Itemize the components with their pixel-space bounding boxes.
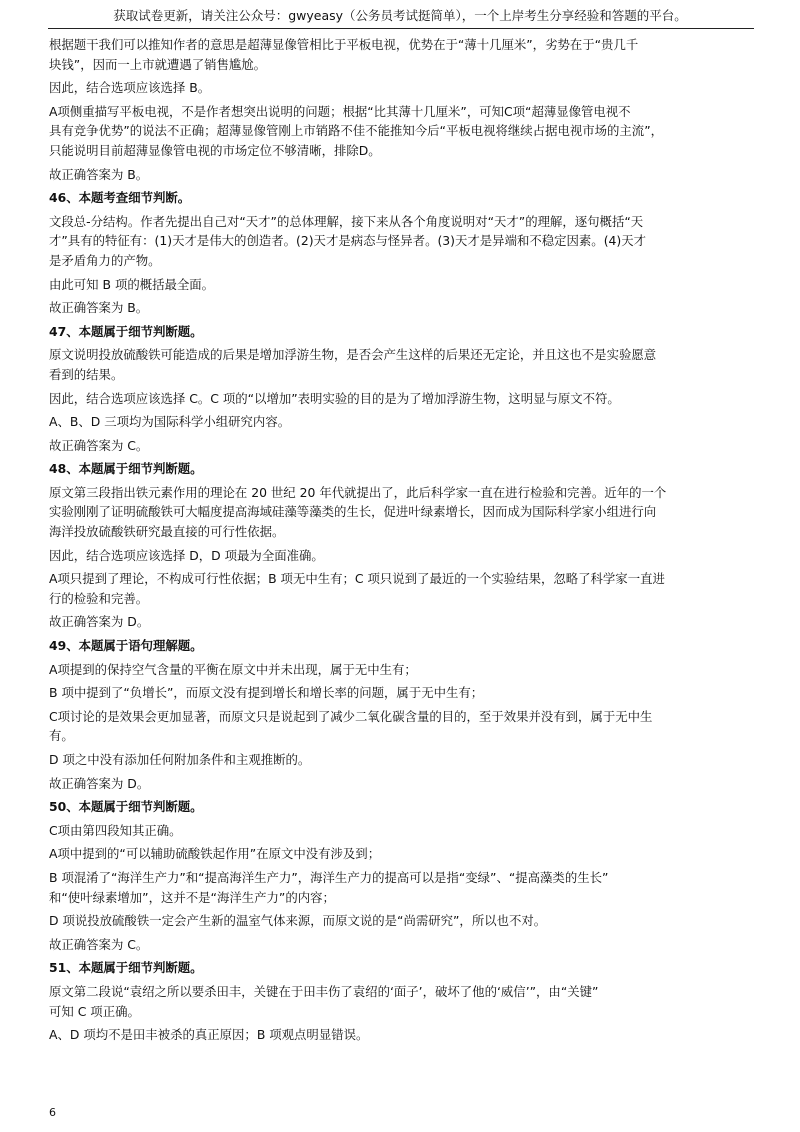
page-header: 获取试卷更新，请关注公众号：gwyeasy（公务员考试挺简单），一个上岸考生分享经验和答题的平台。 <box>113 8 687 23</box>
paragraph: 原文说明投放硫酸铁可能造成的后果是增加浮游生物，是否会产生这样的后果还无定论，并且这也不是实验愿意 看到的结果。 <box>49 347 657 382</box>
paragraph: A项中提到的“可以辅助硫酸铁起作用”在原文中没有涉及到； <box>49 846 381 862</box>
paragraph: A、D 项均不是田丰被杀的真正原因；B 项观点明显错误。 <box>49 1027 369 1043</box>
paragraph: A项侧重描写平板电视，不是作者想突出说明的问题；根据“比其薄十几厘米”，可知C项“超薄显像管电视不 具有竞争优势”的说法不正确；超薄显像管刚上市销路不佳不能推知今后“平板电视将继续占据电视市场的主流”， 只能说明目前超薄显像管电视的市场定位不够清晰，排除D。 <box>49 103 664 158</box>
paragraph: 因此，结合选项应该选择 D，D 项最为全面准确。 <box>49 547 324 563</box>
paragraph: 根据题干我们可以推知作者的意思是超薄显像管相比于平板电视，优势在于“薄十几厘米”，劣势在于“贵几千 块钱”，因而一上市就遭遇了销售尴尬。 <box>49 37 639 72</box>
paragraph: B 项混淆了“海洋生产力”和“提高海洋生产力”，海洋生产力的提高可以是指“变绿”、“提高藻类的生长” 和“使叶绿素增加”，这并不是“海洋生产力”的内容； <box>49 869 609 905</box>
question-heading: 48、本题属于细节判断题。 <box>49 461 203 477</box>
paragraph: D 项说投放硫酸铁一定会产生新的温室气体来源，而原文说的是“尚需研究”，所以也不对。 <box>49 913 547 929</box>
paragraph: 因此，结合选项应该选择 C。C 项的“以增加”表明实验的目的是为了增加浮游生物，这明显与原文不符。 <box>49 390 620 406</box>
paragraph: B 项中提到了“负增长”，而原文没有提到增长和增长率的问题，属于无中生有； <box>49 685 484 701</box>
paragraph: 原文第三段指出铁元素作用的理论在 20 世纪 20 年代就提出了，此后科学家一直在进行检验和完善。近年的一个 实验刚刚了证明硫酸铁可大幅度提高海域硅藻等藻类的生长，促进叶绿素增长，因而成为国际科学家小组进行向 海洋投放硫酸铁研究最直接的可行性依据。 <box>49 484 667 540</box>
page-number: 6 <box>49 1106 56 1119</box>
paragraph: C项讨论的是效果会更加显著，而原文只是说起到了减少二氧化碳含量的目的，至于效果并没有到，属于无中生 有。 <box>49 708 653 744</box>
paragraph: 故正确答案为 C。 <box>49 437 149 453</box>
paragraph: A项提到的保持空气含量的平衡在原文中并未出现，属于无中生有； <box>49 661 417 677</box>
paragraph: 故正确答案为 D。 <box>49 775 150 791</box>
paragraph: 因此，结合选项应该选择 B。 <box>49 80 211 96</box>
paragraph: 文段总-分结构。作者先提出自己对“天才”的总体理解，接下来从各个角度说明对“天才”的理解，逐句概括“天 才”具有的特征有：(1)天才是伟大的创造者。(2)天才是病态与怪异者。(3)天才是异端和不稳定因素。(4)天才 是矛盾角力的产物。 <box>49 213 647 268</box>
paragraph: 故正确答案为 B。 <box>49 300 149 316</box>
paragraph: 原文第二段说“袁绍之所以要杀田丰，关键在于田丰伤了袁绍的‘面子’，破坏了他的‘威信’”，由“关键” 可知 C 项正确。 <box>49 983 599 1019</box>
question-heading: 46、本题考查细节判断。 <box>49 190 191 206</box>
paragraph: 由此可知 B 项的概括最全面。 <box>49 276 215 292</box>
paragraph: 故正确答案为 D。 <box>49 614 150 630</box>
paragraph: A、B、D 三项均为国际科学小组研究内容。 <box>49 414 291 430</box>
paragraph: C项由第四段知其正确。 <box>49 822 182 838</box>
question-heading: 49、本题属于语句理解题。 <box>49 638 203 654</box>
question-heading: 51、本题属于细节判断题。 <box>49 960 203 976</box>
header-divider <box>48 28 754 29</box>
paragraph: A项只提到了理论，不构成可行性依据；B 项无中生有；C 项只说到了最近的一个实验结果，忽略了科学家一直进 行的检验和完善。 <box>49 571 665 606</box>
document-body <box>49 35 753 1049</box>
question-heading: 50、本题属于细节判断题。 <box>49 799 203 815</box>
paragraph: 故正确答案为 C。 <box>49 936 149 952</box>
question-heading: 47、本题属于细节判断题。 <box>49 323 203 339</box>
paragraph: 故正确答案为 B。 <box>49 166 149 182</box>
paragraph: D 项之中没有添加任何附加条件和主观推断的。 <box>49 752 311 767</box>
